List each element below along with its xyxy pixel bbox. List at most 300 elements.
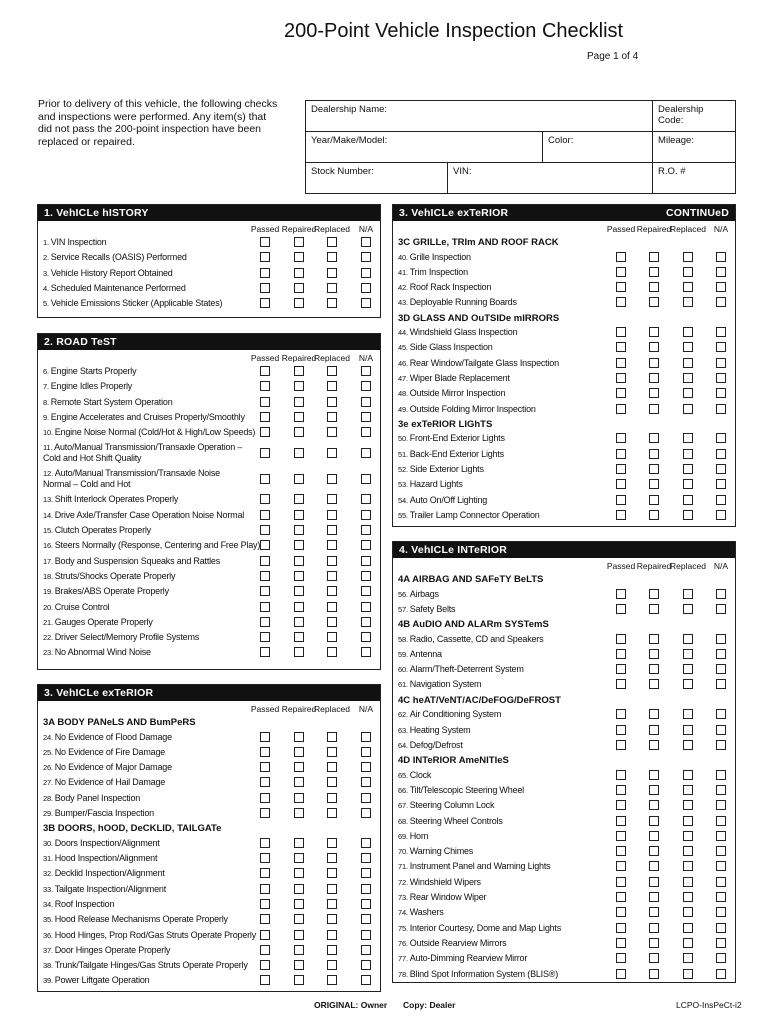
checkbox-replaced[interactable] [327,747,337,757]
checkbox-passed[interactable] [260,283,270,293]
checkbox-repaired[interactable] [294,448,304,458]
checkbox-replaced[interactable] [683,923,693,933]
checkbox-repaired[interactable] [649,770,659,780]
checkbox-repaired[interactable] [649,634,659,644]
checkbox-replaced[interactable] [327,586,337,596]
checkbox-replaced[interactable] [327,884,337,894]
checkbox-repaired[interactable] [294,540,304,550]
checkbox-na[interactable] [361,556,371,566]
checkbox-repaired[interactable] [649,589,659,599]
checkbox-passed[interactable] [260,617,270,627]
checkbox-replaced[interactable] [683,938,693,948]
checkbox-na[interactable] [716,464,726,474]
checkbox-repaired[interactable] [294,494,304,504]
checkbox-repaired[interactable] [294,427,304,437]
checkbox-repaired[interactable] [294,602,304,612]
checkbox-passed[interactable] [260,540,270,550]
checkbox-na[interactable] [361,732,371,742]
checkbox-replaced[interactable] [683,510,693,520]
checkbox-repaired[interactable] [294,632,304,642]
checkbox-replaced[interactable] [327,540,337,550]
checkbox-repaired[interactable] [649,604,659,614]
checkbox-passed[interactable] [616,938,626,948]
checkbox-repaired[interactable] [649,831,659,841]
checkbox-repaired[interactable] [649,495,659,505]
checkbox-replaced[interactable] [327,412,337,422]
checkbox-repaired[interactable] [294,793,304,803]
checkbox-repaired[interactable] [649,846,659,856]
checkbox-replaced[interactable] [683,342,693,352]
checkbox-na[interactable] [716,907,726,917]
checkbox-na[interactable] [716,770,726,780]
checkbox-na[interactable] [361,586,371,596]
checkbox-repaired[interactable] [294,252,304,262]
checkbox-passed[interactable] [616,449,626,459]
checkbox-replaced[interactable] [683,449,693,459]
checkbox-repaired[interactable] [294,975,304,985]
checkbox-repaired[interactable] [294,853,304,863]
checkbox-passed[interactable] [616,589,626,599]
checkbox-passed[interactable] [616,785,626,795]
checkbox-repaired[interactable] [649,861,659,871]
checkbox-na[interactable] [716,282,726,292]
checkbox-na[interactable] [361,494,371,504]
checkbox-passed[interactable] [260,474,270,484]
checkbox-na[interactable] [361,252,371,262]
checkbox-repaired[interactable] [294,298,304,308]
checkbox-passed[interactable] [616,846,626,856]
checkbox-passed[interactable] [616,816,626,826]
checkbox-na[interactable] [361,412,371,422]
checkbox-na[interactable] [716,327,726,337]
checkbox-passed[interactable] [260,510,270,520]
checkbox-passed[interactable] [616,800,626,810]
dealership-code-field[interactable]: Dealership Code: [653,101,736,132]
checkbox-repaired[interactable] [294,838,304,848]
checkbox-na[interactable] [361,617,371,627]
checkbox-replaced[interactable] [683,479,693,489]
checkbox-replaced[interactable] [683,907,693,917]
checkbox-na[interactable] [361,808,371,818]
checkbox-replaced[interactable] [327,366,337,376]
checkbox-passed[interactable] [260,793,270,803]
checkbox-replaced[interactable] [327,732,337,742]
checkbox-replaced[interactable] [327,808,337,818]
checkbox-repaired[interactable] [294,884,304,894]
checkbox-replaced[interactable] [327,762,337,772]
checkbox-passed[interactable] [616,709,626,719]
checkbox-repaired[interactable] [294,237,304,247]
checkbox-replaced[interactable] [327,617,337,627]
checkbox-passed[interactable] [260,732,270,742]
checkbox-repaired[interactable] [649,342,659,352]
checkbox-replaced[interactable] [683,664,693,674]
checkbox-passed[interactable] [616,282,626,292]
checkbox-na[interactable] [361,540,371,550]
checkbox-na[interactable] [361,571,371,581]
checkbox-passed[interactable] [260,268,270,278]
checkbox-repaired[interactable] [294,617,304,627]
checkbox-repaired[interactable] [649,709,659,719]
checkbox-passed[interactable] [616,740,626,750]
checkbox-passed[interactable] [260,975,270,985]
checkbox-passed[interactable] [260,808,270,818]
checkbox-replaced[interactable] [683,969,693,979]
checkbox-na[interactable] [361,525,371,535]
checkbox-replaced[interactable] [327,427,337,437]
checkbox-repaired[interactable] [294,510,304,520]
checkbox-repaired[interactable] [294,525,304,535]
checkbox-na[interactable] [361,884,371,894]
checkbox-na[interactable] [361,930,371,940]
checkbox-passed[interactable] [616,267,626,277]
checkbox-passed[interactable] [260,252,270,262]
checkbox-passed[interactable] [260,237,270,247]
checkbox-passed[interactable] [616,433,626,443]
checkbox-repaired[interactable] [294,868,304,878]
checkbox-na[interactable] [361,945,371,955]
checkbox-repaired[interactable] [649,679,659,689]
checkbox-passed[interactable] [616,327,626,337]
checkbox-na[interactable] [716,252,726,262]
checkbox-passed[interactable] [616,877,626,887]
checkbox-replaced[interactable] [327,252,337,262]
checkbox-replaced[interactable] [683,358,693,368]
checkbox-repaired[interactable] [649,267,659,277]
checkbox-replaced[interactable] [683,740,693,750]
checkbox-na[interactable] [716,892,726,902]
checkbox-passed[interactable] [616,297,626,307]
dealership-name-field[interactable]: Dealership Name: [306,101,653,132]
checkbox-na[interactable] [716,938,726,948]
checkbox-repaired[interactable] [649,373,659,383]
checkbox-na[interactable] [716,969,726,979]
checkbox-passed[interactable] [260,632,270,642]
checkbox-replaced[interactable] [683,252,693,262]
checkbox-na[interactable] [716,433,726,443]
checkbox-na[interactable] [361,838,371,848]
checkbox-replaced[interactable] [327,975,337,985]
checkbox-replaced[interactable] [683,800,693,810]
checkbox-na[interactable] [361,448,371,458]
checkbox-repaired[interactable] [294,474,304,484]
checkbox-replaced[interactable] [683,327,693,337]
checkbox-passed[interactable] [616,649,626,659]
checkbox-na[interactable] [716,604,726,614]
checkbox-replaced[interactable] [327,899,337,909]
checkbox-na[interactable] [361,960,371,970]
checkbox-na[interactable] [716,831,726,841]
checkbox-passed[interactable] [260,914,270,924]
checkbox-na[interactable] [716,953,726,963]
checkbox-na[interactable] [361,397,371,407]
checkbox-replaced[interactable] [683,634,693,644]
checkbox-repaired[interactable] [649,649,659,659]
checkbox-na[interactable] [361,975,371,985]
checkbox-na[interactable] [361,868,371,878]
checkbox-replaced[interactable] [683,709,693,719]
checkbox-passed[interactable] [260,960,270,970]
checkbox-na[interactable] [716,479,726,489]
checkbox-passed[interactable] [260,427,270,437]
checkbox-replaced[interactable] [327,268,337,278]
checkbox-replaced[interactable] [683,297,693,307]
checkbox-repaired[interactable] [649,907,659,917]
checkbox-replaced[interactable] [683,785,693,795]
checkbox-replaced[interactable] [683,679,693,689]
checkbox-passed[interactable] [260,412,270,422]
checkbox-passed[interactable] [616,831,626,841]
checkbox-replaced[interactable] [327,510,337,520]
checkbox-na[interactable] [361,366,371,376]
checkbox-passed[interactable] [260,602,270,612]
checkbox-na[interactable] [716,846,726,856]
checkbox-repaired[interactable] [649,892,659,902]
checkbox-na[interactable] [716,861,726,871]
checkbox-repaired[interactable] [649,725,659,735]
checkbox-repaired[interactable] [649,510,659,520]
checkbox-replaced[interactable] [683,861,693,871]
checkbox-na[interactable] [361,747,371,757]
checkbox-replaced[interactable] [683,404,693,414]
checkbox-replaced[interactable] [327,283,337,293]
checkbox-passed[interactable] [260,868,270,878]
checkbox-passed[interactable] [260,777,270,787]
checkbox-repaired[interactable] [649,282,659,292]
checkbox-repaired[interactable] [649,938,659,948]
checkbox-repaired[interactable] [649,800,659,810]
checkbox-passed[interactable] [260,525,270,535]
checkbox-passed[interactable] [616,604,626,614]
checkbox-replaced[interactable] [683,589,693,599]
checkbox-repaired[interactable] [649,479,659,489]
checkbox-replaced[interactable] [683,433,693,443]
checkbox-replaced[interactable] [683,846,693,856]
checkbox-passed[interactable] [616,770,626,780]
checkbox-repaired[interactable] [294,747,304,757]
checkbox-repaired[interactable] [294,556,304,566]
checkbox-passed[interactable] [260,366,270,376]
checkbox-replaced[interactable] [683,831,693,841]
checkbox-passed[interactable] [616,969,626,979]
checkbox-na[interactable] [361,793,371,803]
checkbox-passed[interactable] [616,861,626,871]
checkbox-na[interactable] [716,297,726,307]
checkbox-passed[interactable] [616,342,626,352]
checkbox-replaced[interactable] [327,571,337,581]
checkbox-repaired[interactable] [294,808,304,818]
checkbox-repaired[interactable] [649,969,659,979]
checkbox-na[interactable] [361,427,371,437]
checkbox-repaired[interactable] [294,777,304,787]
checkbox-repaired[interactable] [649,664,659,674]
checkbox-na[interactable] [716,725,726,735]
checkbox-replaced[interactable] [683,388,693,398]
year-make-model-field[interactable]: Year/Make/Model: [306,132,543,163]
checkbox-na[interactable] [361,632,371,642]
checkbox-passed[interactable] [616,725,626,735]
checkbox-repaired[interactable] [649,252,659,262]
checkbox-passed[interactable] [616,388,626,398]
checkbox-repaired[interactable] [649,953,659,963]
checkbox-replaced[interactable] [327,525,337,535]
checkbox-na[interactable] [361,899,371,909]
checkbox-repaired[interactable] [649,785,659,795]
checkbox-na[interactable] [716,589,726,599]
checkbox-na[interactable] [716,740,726,750]
checkbox-repaired[interactable] [294,930,304,940]
checkbox-na[interactable] [361,853,371,863]
checkbox-passed[interactable] [616,252,626,262]
checkbox-repaired[interactable] [649,877,659,887]
checkbox-passed[interactable] [616,373,626,383]
checkbox-replaced[interactable] [683,953,693,963]
checkbox-replaced[interactable] [327,494,337,504]
checkbox-replaced[interactable] [683,649,693,659]
checkbox-na[interactable] [361,298,371,308]
checkbox-na[interactable] [716,449,726,459]
checkbox-na[interactable] [716,267,726,277]
checkbox-passed[interactable] [616,358,626,368]
checkbox-replaced[interactable] [327,381,337,391]
checkbox-passed[interactable] [260,884,270,894]
checkbox-replaced[interactable] [327,777,337,787]
checkbox-replaced[interactable] [327,632,337,642]
checkbox-passed[interactable] [616,953,626,963]
checkbox-na[interactable] [361,268,371,278]
checkbox-passed[interactable] [616,510,626,520]
mileage-field[interactable]: Mileage: [653,132,736,163]
checkbox-repaired[interactable] [294,571,304,581]
checkbox-replaced[interactable] [683,604,693,614]
checkbox-passed[interactable] [616,892,626,902]
checkbox-passed[interactable] [260,747,270,757]
checkbox-repaired[interactable] [649,464,659,474]
checkbox-repaired[interactable] [294,397,304,407]
checkbox-replaced[interactable] [327,237,337,247]
checkbox-replaced[interactable] [327,930,337,940]
checkbox-na[interactable] [361,647,371,657]
checkbox-replaced[interactable] [327,838,337,848]
checkbox-repaired[interactable] [649,297,659,307]
checkbox-na[interactable] [361,510,371,520]
checkbox-replaced[interactable] [683,892,693,902]
checkbox-repaired[interactable] [294,960,304,970]
checkbox-passed[interactable] [260,838,270,848]
checkbox-replaced[interactable] [683,725,693,735]
checkbox-replaced[interactable] [327,914,337,924]
checkbox-replaced[interactable] [683,282,693,292]
checkbox-replaced[interactable] [327,397,337,407]
checkbox-repaired[interactable] [649,327,659,337]
checkbox-repaired[interactable] [649,388,659,398]
checkbox-replaced[interactable] [683,770,693,780]
checkbox-repaired[interactable] [294,945,304,955]
checkbox-passed[interactable] [260,381,270,391]
checkbox-na[interactable] [716,679,726,689]
checkbox-repaired[interactable] [294,412,304,422]
checkbox-passed[interactable] [616,404,626,414]
checkbox-na[interactable] [716,649,726,659]
checkbox-na[interactable] [361,283,371,293]
checkbox-na[interactable] [716,358,726,368]
checkbox-na[interactable] [716,342,726,352]
checkbox-repaired[interactable] [649,358,659,368]
checkbox-replaced[interactable] [327,556,337,566]
checkbox-na[interactable] [361,762,371,772]
checkbox-repaired[interactable] [649,740,659,750]
checkbox-na[interactable] [716,495,726,505]
checkbox-passed[interactable] [616,634,626,644]
checkbox-replaced[interactable] [327,793,337,803]
checkbox-replaced[interactable] [327,448,337,458]
checkbox-repaired[interactable] [649,404,659,414]
checkbox-passed[interactable] [260,586,270,596]
checkbox-passed[interactable] [260,571,270,581]
checkbox-passed[interactable] [616,679,626,689]
checkbox-repaired[interactable] [294,268,304,278]
checkbox-na[interactable] [716,664,726,674]
checkbox-passed[interactable] [260,556,270,566]
checkbox-repaired[interactable] [649,433,659,443]
checkbox-passed[interactable] [260,298,270,308]
checkbox-passed[interactable] [616,464,626,474]
checkbox-replaced[interactable] [327,298,337,308]
checkbox-na[interactable] [361,237,371,247]
checkbox-repaired[interactable] [649,923,659,933]
checkbox-passed[interactable] [616,923,626,933]
checkbox-passed[interactable] [260,647,270,657]
checkbox-passed[interactable] [260,899,270,909]
checkbox-na[interactable] [361,914,371,924]
checkbox-na[interactable] [716,877,726,887]
checkbox-na[interactable] [716,510,726,520]
checkbox-passed[interactable] [616,664,626,674]
checkbox-na[interactable] [716,800,726,810]
checkbox-na[interactable] [716,388,726,398]
checkbox-na[interactable] [716,816,726,826]
checkbox-na[interactable] [361,777,371,787]
checkbox-replaced[interactable] [327,960,337,970]
checkbox-replaced[interactable] [683,495,693,505]
checkbox-na[interactable] [361,474,371,484]
checkbox-replaced[interactable] [683,877,693,887]
checkbox-replaced[interactable] [683,267,693,277]
checkbox-na[interactable] [716,785,726,795]
checkbox-na[interactable] [716,373,726,383]
checkbox-passed[interactable] [616,479,626,489]
checkbox-replaced[interactable] [327,868,337,878]
checkbox-passed[interactable] [260,762,270,772]
checkbox-passed[interactable] [260,494,270,504]
checkbox-replaced[interactable] [327,602,337,612]
vin-field[interactable]: VIN: [448,163,653,194]
checkbox-replaced[interactable] [683,816,693,826]
checkbox-passed[interactable] [260,930,270,940]
checkbox-replaced[interactable] [683,464,693,474]
checkbox-na[interactable] [716,923,726,933]
checkbox-passed[interactable] [260,397,270,407]
checkbox-repaired[interactable] [649,816,659,826]
checkbox-replaced[interactable] [327,474,337,484]
checkbox-repaired[interactable] [294,381,304,391]
checkbox-na[interactable] [716,709,726,719]
checkbox-repaired[interactable] [294,899,304,909]
checkbox-repaired[interactable] [294,732,304,742]
checkbox-passed[interactable] [616,907,626,917]
color-field[interactable]: Color: [543,132,653,163]
checkbox-replaced[interactable] [327,647,337,657]
